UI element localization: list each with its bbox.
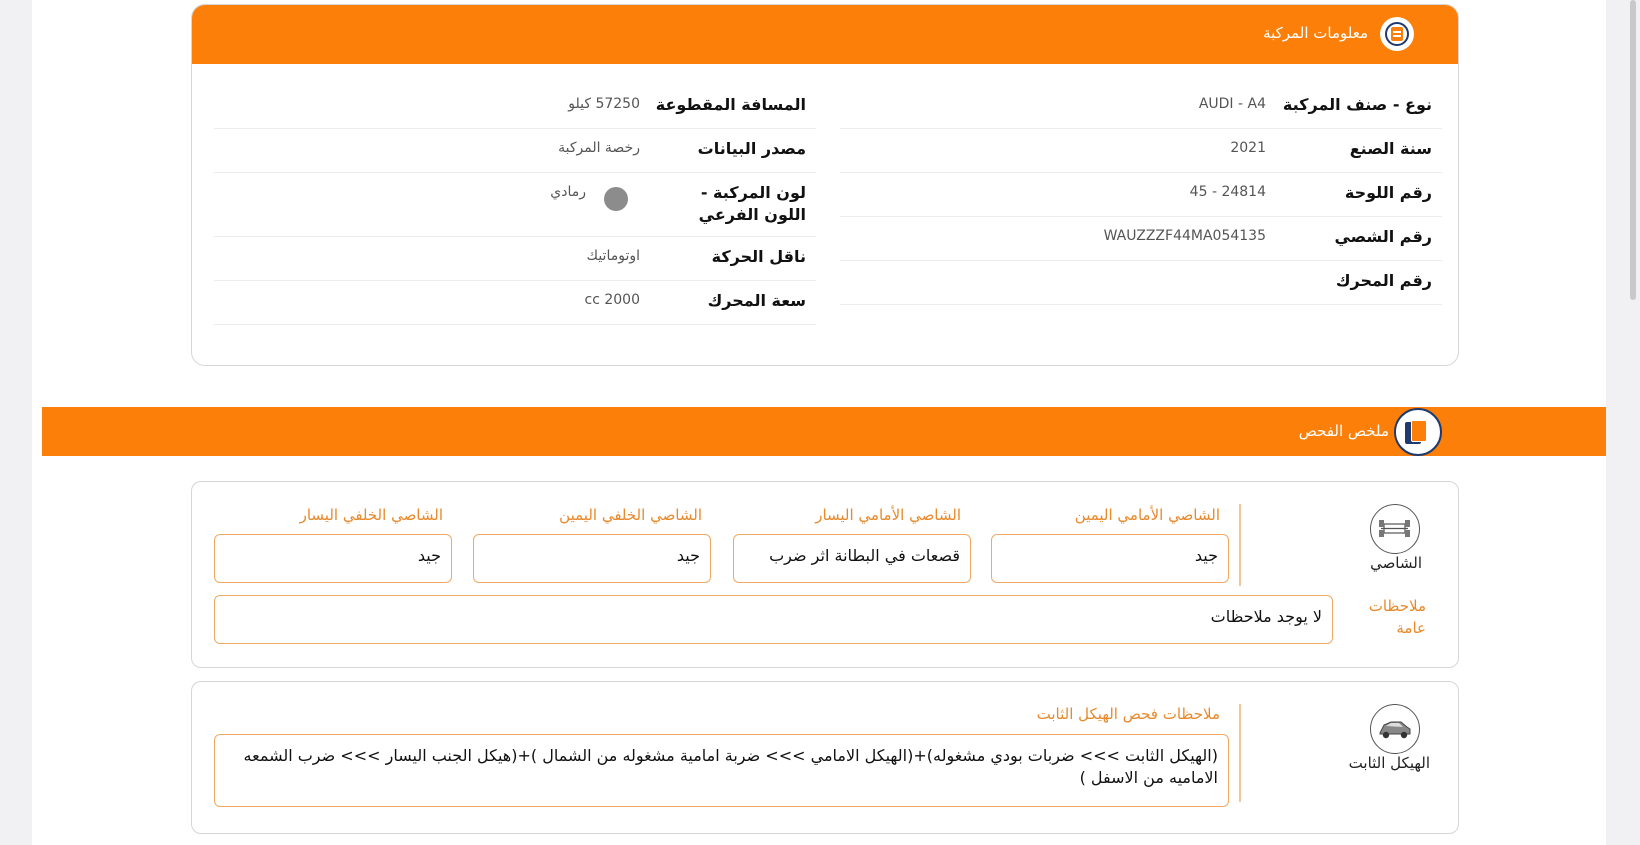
info-value: رخصة المركبة [558,140,640,156]
field-front-left[interactable]: قصعات في البطانة اثر ضرب [733,534,971,583]
info-row-mileage [214,85,816,129]
car-body-icon [1370,704,1420,754]
field-front-right[interactable]: جيد [991,534,1229,583]
info-row-vehicle-type [840,85,1442,129]
chassis-card [191,481,1459,668]
field-rear-right[interactable]: جيد [473,534,711,583]
info-value: AUDI - A4 [1198,96,1266,112]
info-value: 2021 [1230,140,1266,156]
field-rear-left[interactable]: جيد [214,534,452,583]
fixed-frame-notes-label: ملاحظات فحص الهيكل الثابت [1036,705,1220,723]
divider [1239,704,1241,802]
info-row-color [214,173,816,237]
vehicle-info-title: معلومات المركبة [1263,24,1368,42]
field-label-front-right: الشاصي الأمامي اليمين [1074,506,1220,524]
info-row-vin [840,217,1442,261]
info-label: سنة الصنع [1349,139,1432,158]
color-swatch [604,187,628,211]
chassis-icon [1370,504,1420,554]
info-value: رمادي [550,184,586,200]
fixed-frame-notes-field[interactable]: (الهيكل الثابت >>> ضربات بودي مشغوله)+(الهيكل الامامي >>> ضربة امامية مشغوله من الشمال )+(هيكل الجنب اليسار >>> ضرب الشمعه الاماميه من الاسفل ) [214,734,1229,807]
info-label: رقم اللوحة [1344,183,1432,202]
info-label: لون المركبة - اللون الفرعي [698,183,806,224]
info-value: cc 2000 [584,292,640,308]
clipboard-icon [1394,408,1442,456]
scrollbar-thumb[interactable] [1630,0,1636,300]
inspection-summary-title: ملخص الفحص [1298,422,1389,440]
info-label: المسافة المقطوعة [655,95,806,114]
info-row-engine-capacity [214,281,816,325]
info-value: 24814 - 45 [1189,184,1266,200]
field-label-rear-right: الشاصي الخلفي اليمين [559,506,702,524]
info-label: رقم الشصي [1334,227,1432,246]
info-row-plate [840,173,1442,217]
field-label-front-left: الشاصي الأمامي اليسار [815,506,961,524]
info-label: ناقل الحركة [711,247,806,266]
field-label-rear-left: الشاصي الخلفي اليسار [299,506,443,524]
fixed-frame-card [191,681,1459,834]
divider [1239,504,1241,586]
info-label: مصدر البيانات [697,139,806,158]
info-label: رقم المحرك [1335,271,1432,290]
info-row-year [840,129,1442,173]
info-value: WAUZZZF44MA054135 [1103,228,1266,244]
info-row-transmission [214,237,816,281]
vehicle-info-card [191,4,1459,366]
info-row-engine-number [840,261,1442,305]
vehicle-info-header [192,5,1458,64]
fixed-frame-section-label: الهيكل الثابت [1348,754,1430,772]
info-label: نوع - صنف المركبة [1282,95,1432,114]
info-row-data-source [214,129,816,173]
info-value: 57250 كيلو [568,96,640,112]
info-label: سعة المحرك [707,291,806,310]
chassis-section-label: الشاصي [1370,554,1422,572]
document-icon [1380,17,1414,51]
general-notes-field[interactable]: لا يوجد ملاحظات [214,595,1333,644]
info-value: اوتوماتيك [586,248,640,264]
general-notes-label: ملاحظات عامة [1368,597,1426,637]
